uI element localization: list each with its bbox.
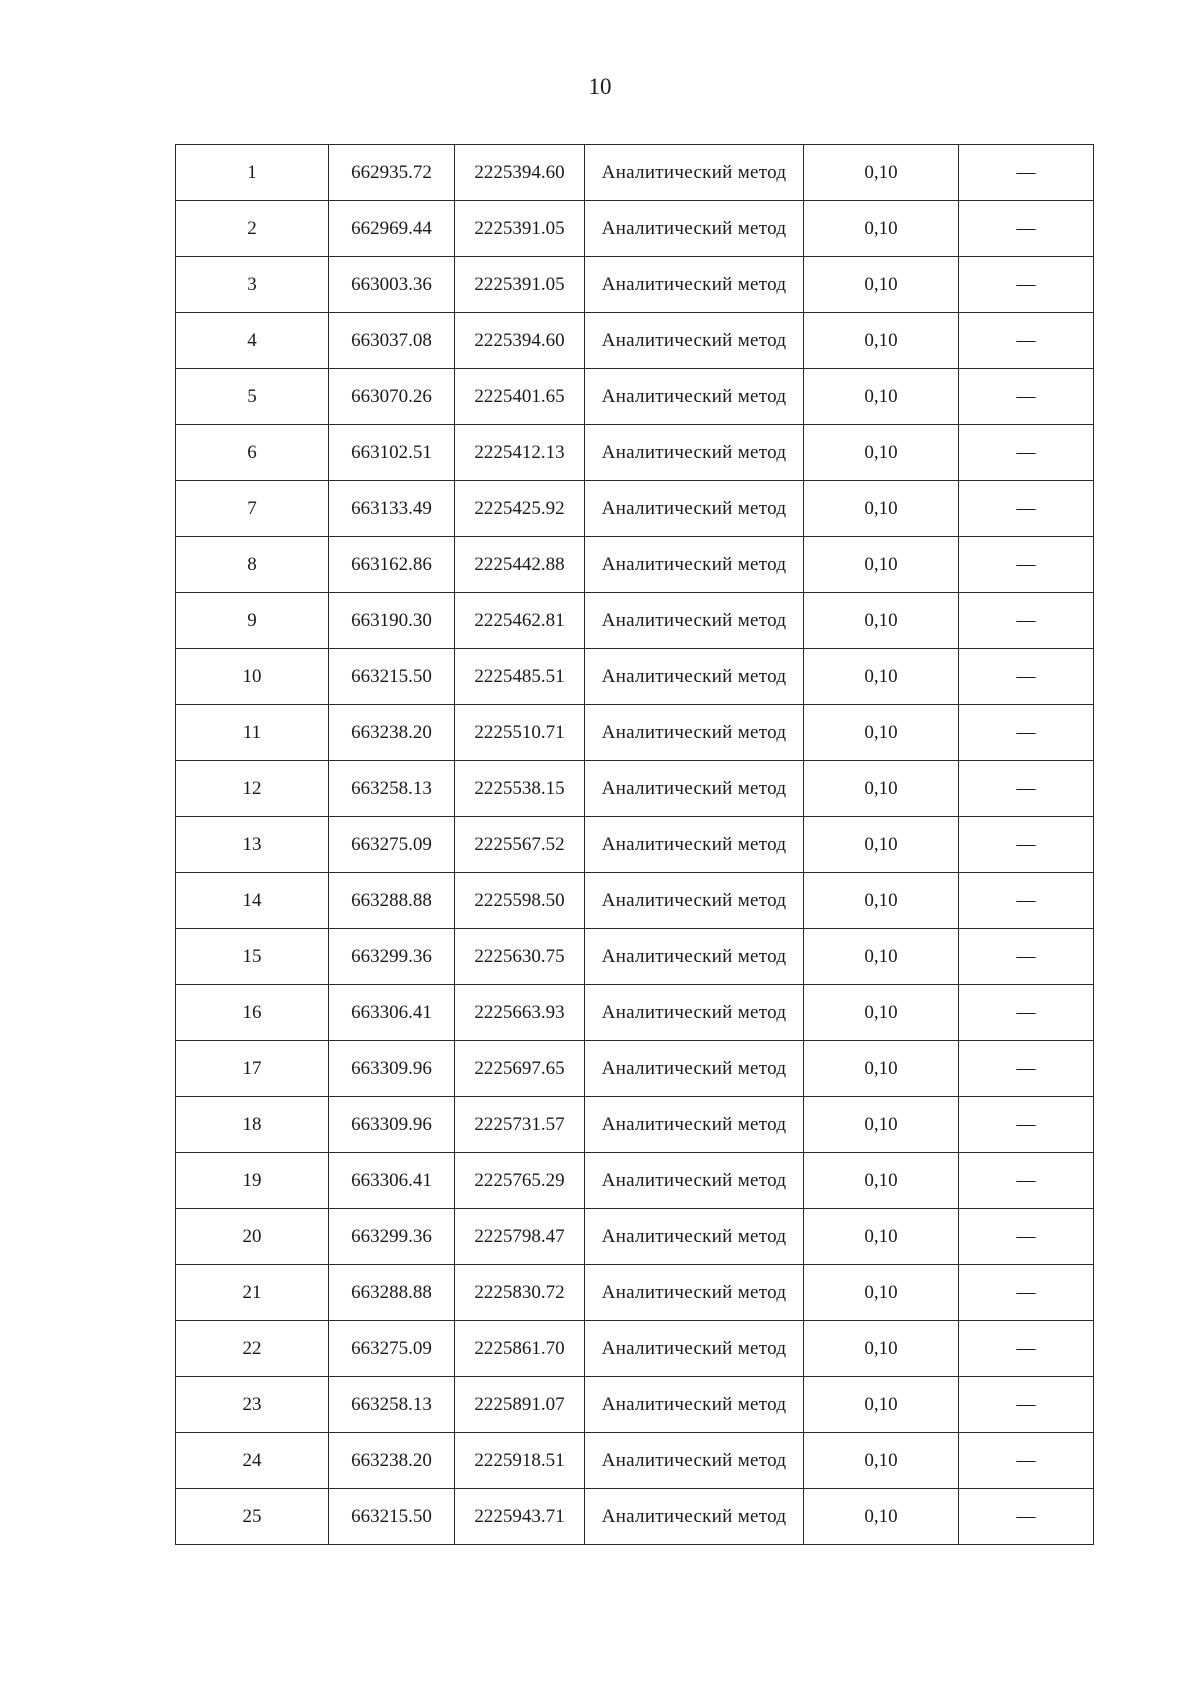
accuracy-cell: 0,10 <box>804 1433 959 1489</box>
point-number-cell: 10 <box>176 649 329 705</box>
x-coordinate-cell: 663275.09 <box>329 817 455 873</box>
x-coordinate-cell: 663299.36 <box>329 1209 455 1265</box>
description-cell: — <box>959 593 1094 649</box>
accuracy-cell: 0,10 <box>804 705 959 761</box>
table-row <box>176 873 1094 929</box>
accuracy-cell: 0,10 <box>804 481 959 537</box>
y-coordinate-cell: 2225425.92 <box>455 481 585 537</box>
table-row <box>176 1321 1094 1377</box>
x-coordinate-cell: 663190.30 <box>329 593 455 649</box>
accuracy-cell: 0,10 <box>804 873 959 929</box>
accuracy-cell: 0,10 <box>804 817 959 873</box>
x-coordinate-cell: 663275.09 <box>329 1321 455 1377</box>
point-number-cell: 22 <box>176 1321 329 1377</box>
point-number-cell: 5 <box>176 369 329 425</box>
description-cell: — <box>959 481 1094 537</box>
accuracy-cell: 0,10 <box>804 649 959 705</box>
description-cell: — <box>959 761 1094 817</box>
method-cell: Аналитический метод <box>585 1041 804 1097</box>
method-cell: Аналитический метод <box>585 257 804 313</box>
point-number-cell: 16 <box>176 985 329 1041</box>
accuracy-cell: 0,10 <box>804 425 959 481</box>
y-coordinate-cell: 2225401.65 <box>455 369 585 425</box>
method-cell: Аналитический метод <box>585 1209 804 1265</box>
table-row <box>176 929 1094 985</box>
x-coordinate-cell: 663306.41 <box>329 1153 455 1209</box>
description-cell: — <box>959 257 1094 313</box>
x-coordinate-cell: 663133.49 <box>329 481 455 537</box>
method-cell: Аналитический метод <box>585 537 804 593</box>
coordinates-table <box>175 144 1094 1545</box>
x-coordinate-cell: 663309.96 <box>329 1097 455 1153</box>
table-row <box>176 649 1094 705</box>
table-row <box>176 481 1094 537</box>
description-cell: — <box>959 873 1094 929</box>
accuracy-cell: 0,10 <box>804 1377 959 1433</box>
method-cell: Аналитический метод <box>585 705 804 761</box>
method-cell: Аналитический метод <box>585 873 804 929</box>
y-coordinate-cell: 2225391.05 <box>455 201 585 257</box>
y-coordinate-cell: 2225538.15 <box>455 761 585 817</box>
description-cell: — <box>959 1489 1094 1545</box>
point-number-cell: 21 <box>176 1265 329 1321</box>
y-coordinate-cell: 2225861.70 <box>455 1321 585 1377</box>
x-coordinate-cell: 663309.96 <box>329 1041 455 1097</box>
point-number-cell: 13 <box>176 817 329 873</box>
description-cell: — <box>959 985 1094 1041</box>
x-coordinate-cell: 663215.50 <box>329 1489 455 1545</box>
method-cell: Аналитический метод <box>585 1433 804 1489</box>
table-row <box>176 761 1094 817</box>
accuracy-cell: 0,10 <box>804 929 959 985</box>
method-cell: Аналитический метод <box>585 761 804 817</box>
table-row <box>176 593 1094 649</box>
x-coordinate-cell: 663003.36 <box>329 257 455 313</box>
y-coordinate-cell: 2225697.65 <box>455 1041 585 1097</box>
description-cell: — <box>959 1153 1094 1209</box>
method-cell: Аналитический метод <box>585 313 804 369</box>
description-cell: — <box>959 369 1094 425</box>
description-cell: — <box>959 537 1094 593</box>
y-coordinate-cell: 2225918.51 <box>455 1433 585 1489</box>
accuracy-cell: 0,10 <box>804 1097 959 1153</box>
description-cell: — <box>959 817 1094 873</box>
point-number-cell: 17 <box>176 1041 329 1097</box>
description-cell: — <box>959 425 1094 481</box>
y-coordinate-cell: 2225462.81 <box>455 593 585 649</box>
point-number-cell: 2 <box>176 201 329 257</box>
method-cell: Аналитический метод <box>585 481 804 537</box>
point-number-cell: 11 <box>176 705 329 761</box>
y-coordinate-cell: 2225731.57 <box>455 1097 585 1153</box>
description-cell: — <box>959 1321 1094 1377</box>
x-coordinate-cell: 663258.13 <box>329 761 455 817</box>
x-coordinate-cell: 663162.86 <box>329 537 455 593</box>
description-cell: — <box>959 929 1094 985</box>
description-cell: — <box>959 1209 1094 1265</box>
table-row <box>176 201 1094 257</box>
x-coordinate-cell: 663215.50 <box>329 649 455 705</box>
description-cell: — <box>959 145 1094 201</box>
y-coordinate-cell: 2225663.93 <box>455 985 585 1041</box>
y-coordinate-cell: 2225412.13 <box>455 425 585 481</box>
point-number-cell: 12 <box>176 761 329 817</box>
table-row <box>176 817 1094 873</box>
description-cell: — <box>959 705 1094 761</box>
y-coordinate-cell: 2225510.71 <box>455 705 585 761</box>
y-coordinate-cell: 2225485.51 <box>455 649 585 705</box>
method-cell: Аналитический метод <box>585 1377 804 1433</box>
point-number-cell: 19 <box>176 1153 329 1209</box>
method-cell: Аналитический метод <box>585 425 804 481</box>
accuracy-cell: 0,10 <box>804 1209 959 1265</box>
point-number-cell: 20 <box>176 1209 329 1265</box>
method-cell: Аналитический метод <box>585 1321 804 1377</box>
description-cell: — <box>959 1097 1094 1153</box>
x-coordinate-cell: 663037.08 <box>329 313 455 369</box>
table-row <box>176 1265 1094 1321</box>
x-coordinate-cell: 662969.44 <box>329 201 455 257</box>
accuracy-cell: 0,10 <box>804 1489 959 1545</box>
accuracy-cell: 0,10 <box>804 257 959 313</box>
accuracy-cell: 0,10 <box>804 1265 959 1321</box>
accuracy-cell: 0,10 <box>804 761 959 817</box>
point-number-cell: 3 <box>176 257 329 313</box>
y-coordinate-cell: 2225394.60 <box>455 145 585 201</box>
x-coordinate-cell: 663102.51 <box>329 425 455 481</box>
table-row <box>176 705 1094 761</box>
table-row <box>176 1209 1094 1265</box>
table-row <box>176 145 1094 201</box>
y-coordinate-cell: 2225798.47 <box>455 1209 585 1265</box>
method-cell: Аналитический метод <box>585 1097 804 1153</box>
accuracy-cell: 0,10 <box>804 1041 959 1097</box>
description-cell: — <box>959 1041 1094 1097</box>
description-cell: — <box>959 649 1094 705</box>
method-cell: Аналитический метод <box>585 1265 804 1321</box>
accuracy-cell: 0,10 <box>804 1321 959 1377</box>
x-coordinate-cell: 663258.13 <box>329 1377 455 1433</box>
y-coordinate-cell: 2225891.07 <box>455 1377 585 1433</box>
y-coordinate-cell: 2225394.60 <box>455 313 585 369</box>
description-cell: — <box>959 313 1094 369</box>
y-coordinate-cell: 2225391.05 <box>455 257 585 313</box>
method-cell: Аналитический метод <box>585 985 804 1041</box>
table-row <box>176 1489 1094 1545</box>
table-row <box>176 313 1094 369</box>
table-row <box>176 985 1094 1041</box>
point-number-cell: 6 <box>176 425 329 481</box>
point-number-cell: 8 <box>176 537 329 593</box>
description-cell: — <box>959 1433 1094 1489</box>
accuracy-cell: 0,10 <box>804 201 959 257</box>
method-cell: Аналитический метод <box>585 649 804 705</box>
x-coordinate-cell: 663288.88 <box>329 1265 455 1321</box>
table-row <box>176 1097 1094 1153</box>
method-cell: Аналитический метод <box>585 201 804 257</box>
table-row <box>176 1153 1094 1209</box>
point-number-cell: 18 <box>176 1097 329 1153</box>
point-number-cell: 24 <box>176 1433 329 1489</box>
method-cell: Аналитический метод <box>585 1489 804 1545</box>
y-coordinate-cell: 2225943.71 <box>455 1489 585 1545</box>
x-coordinate-cell: 663306.41 <box>329 985 455 1041</box>
x-coordinate-cell: 663238.20 <box>329 1433 455 1489</box>
point-number-cell: 15 <box>176 929 329 985</box>
method-cell: Аналитический метод <box>585 929 804 985</box>
point-number-cell: 1 <box>176 145 329 201</box>
accuracy-cell: 0,10 <box>804 985 959 1041</box>
y-coordinate-cell: 2225598.50 <box>455 873 585 929</box>
point-number-cell: 7 <box>176 481 329 537</box>
table-row <box>176 257 1094 313</box>
point-number-cell: 14 <box>176 873 329 929</box>
x-coordinate-cell: 663070.26 <box>329 369 455 425</box>
method-cell: Аналитический метод <box>585 817 804 873</box>
y-coordinate-cell: 2225567.52 <box>455 817 585 873</box>
method-cell: Аналитический метод <box>585 369 804 425</box>
x-coordinate-cell: 663299.36 <box>329 929 455 985</box>
accuracy-cell: 0,10 <box>804 537 959 593</box>
table-row <box>176 1377 1094 1433</box>
accuracy-cell: 0,10 <box>804 313 959 369</box>
point-number-cell: 25 <box>176 1489 329 1545</box>
table-row <box>176 425 1094 481</box>
method-cell: Аналитический метод <box>585 145 804 201</box>
table-row <box>176 537 1094 593</box>
point-number-cell: 4 <box>176 313 329 369</box>
y-coordinate-cell: 2225830.72 <box>455 1265 585 1321</box>
accuracy-cell: 0,10 <box>804 145 959 201</box>
table-row <box>176 1041 1094 1097</box>
y-coordinate-cell: 2225630.75 <box>455 929 585 985</box>
method-cell: Аналитический метод <box>585 1153 804 1209</box>
y-coordinate-cell: 2225765.29 <box>455 1153 585 1209</box>
x-coordinate-cell: 663288.88 <box>329 873 455 929</box>
page-number: 10 <box>588 74 612 99</box>
method-cell: Аналитический метод <box>585 593 804 649</box>
description-cell: — <box>959 201 1094 257</box>
x-coordinate-cell: 663238.20 <box>329 705 455 761</box>
coordinates-table-body <box>176 145 1094 1545</box>
y-coordinate-cell: 2225442.88 <box>455 537 585 593</box>
description-cell: — <box>959 1377 1094 1433</box>
table-row <box>176 1433 1094 1489</box>
point-number-cell: 23 <box>176 1377 329 1433</box>
point-number-cell: 9 <box>176 593 329 649</box>
accuracy-cell: 0,10 <box>804 593 959 649</box>
table-row <box>176 369 1094 425</box>
description-cell: — <box>959 1265 1094 1321</box>
x-coordinate-cell: 662935.72 <box>329 145 455 201</box>
accuracy-cell: 0,10 <box>804 369 959 425</box>
accuracy-cell: 0,10 <box>804 1153 959 1209</box>
